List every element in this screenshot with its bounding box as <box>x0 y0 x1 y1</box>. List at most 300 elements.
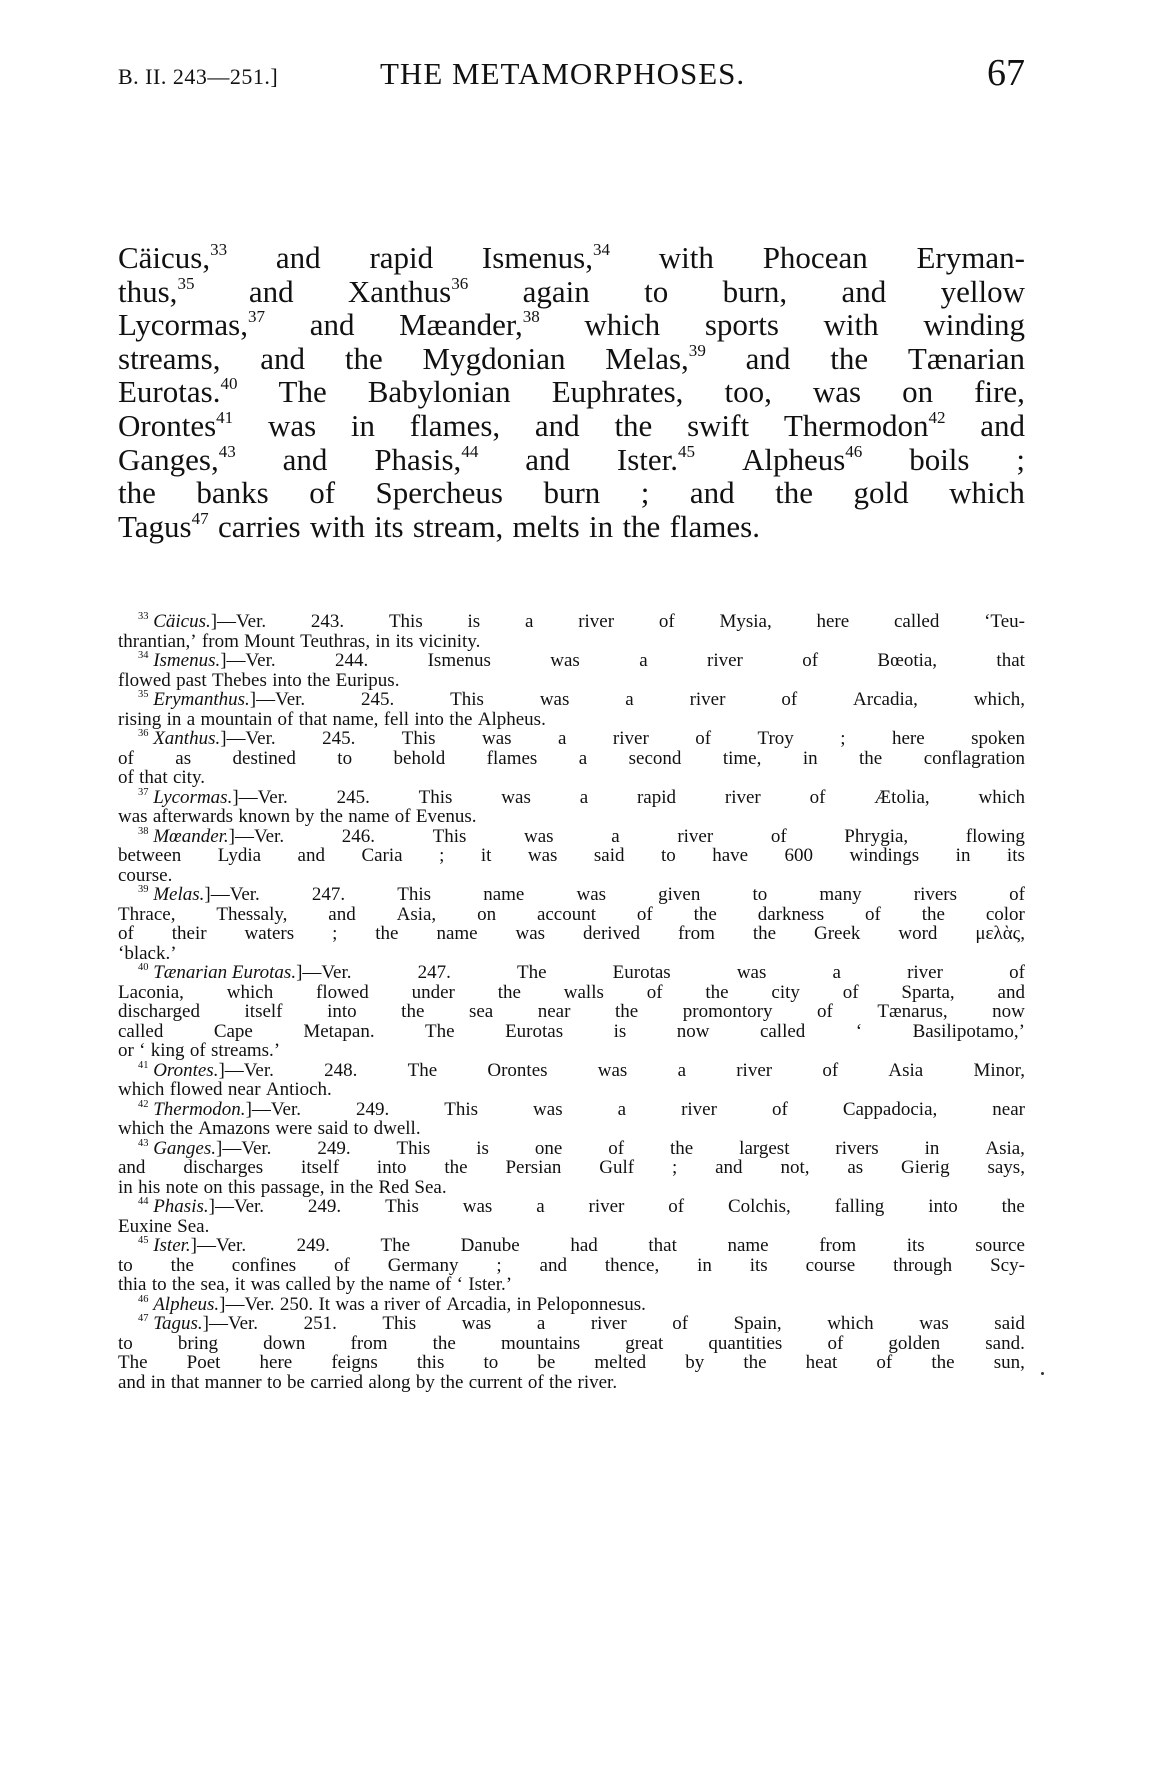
word: which <box>118 1079 165 1100</box>
word: in <box>516 1293 532 1315</box>
footnote-number: 47 <box>138 1313 149 1325</box>
word: was <box>597 1059 628 1081</box>
word: of <box>771 1098 788 1120</box>
word: to <box>266 1371 282 1393</box>
footnote-number: 41 <box>138 1059 149 1071</box>
word: sun, <box>993 1352 1025 1373</box>
word: Tagus$^{47}$ <box>118 508 209 544</box>
word: and <box>980 407 1025 443</box>
word: the <box>360 1274 384 1295</box>
word: Alpheus. <box>477 708 546 730</box>
word: from <box>677 923 715 944</box>
word: ; <box>640 475 650 511</box>
footnote-lead: $^{39}$ Melas.]—Ver. <box>138 884 260 905</box>
word: that <box>996 650 1025 671</box>
footnote-ref: 33 <box>210 240 228 260</box>
word: too, <box>724 374 772 410</box>
word: to <box>660 845 676 866</box>
word: waters <box>244 923 295 944</box>
footnote-ref: 41 <box>216 408 234 428</box>
word: name <box>727 1235 769 1256</box>
word: time, <box>722 747 762 769</box>
word: Thermodon$^{42}$ <box>783 407 946 443</box>
word: flames <box>486 747 538 769</box>
word: of <box>770 825 787 847</box>
footnote-lead: $^{46}$ Alpheus.]—Ver. <box>138 1293 275 1315</box>
scan-speck <box>1041 1372 1044 1375</box>
word: the <box>859 747 883 769</box>
word: yellow <box>940 273 1025 309</box>
word: Mygdonian <box>422 340 566 376</box>
footnote-ref: 42 <box>928 408 946 428</box>
word: of <box>646 981 663 1003</box>
word: burn, <box>722 273 788 309</box>
word: Orontes$^{41}$ <box>118 407 234 443</box>
word: Sparta, <box>901 981 955 1003</box>
footnote-ref: 37 <box>248 307 266 327</box>
word: in <box>924 1137 940 1159</box>
word: and <box>328 903 356 925</box>
word: river <box>383 1293 420 1315</box>
word: of <box>334 1254 350 1276</box>
word: Gierig <box>901 1157 950 1178</box>
word: flames, <box>409 407 501 443</box>
word: afterwards <box>152 806 234 827</box>
word: was <box>576 884 607 905</box>
footnote-number: 44 <box>138 1196 149 1208</box>
footnotes <box>118 612 1025 1392</box>
text-line <box>118 308 1025 342</box>
word: and <box>118 1157 146 1178</box>
word: Gulf <box>599 1157 635 1178</box>
word: into <box>414 708 444 730</box>
word: 244. <box>334 650 369 671</box>
text-line <box>118 342 1025 376</box>
word: was <box>524 825 554 847</box>
word: Arcadia, <box>853 689 918 710</box>
word: the <box>307 669 331 691</box>
word: called <box>118 1020 164 1042</box>
footnote-term: Erymanthus. <box>153 689 250 710</box>
word: is <box>467 611 481 632</box>
word: the <box>344 340 383 376</box>
word: carried <box>310 1371 364 1393</box>
footnote-line <box>118 807 1025 827</box>
footnote-line <box>118 1334 1025 1354</box>
word: Mysia, <box>719 611 772 632</box>
word: the <box>319 806 343 827</box>
word: 245. <box>361 689 395 710</box>
word: of <box>118 747 134 769</box>
word: windings <box>849 845 920 866</box>
word: of <box>118 923 134 944</box>
word: and <box>282 441 328 477</box>
word: discharges <box>183 1157 264 1178</box>
footnote <box>118 885 1025 963</box>
word: was <box>250 1274 281 1295</box>
footnote-line <box>118 690 1025 710</box>
word: This <box>397 884 432 905</box>
word: gold <box>853 475 909 511</box>
word: darkness <box>757 903 825 925</box>
footnote-line <box>118 632 1025 652</box>
word: Bœotia, <box>877 650 938 671</box>
footnote-ref: 38 <box>522 307 540 327</box>
word: from <box>819 1235 857 1256</box>
footnote-line <box>118 788 1025 808</box>
footnote <box>118 690 1025 729</box>
word: Eryman- <box>916 240 1025 275</box>
word: Phocean <box>762 240 868 275</box>
word: the <box>614 407 653 443</box>
word: Basilipotamo,’ <box>912 1020 1025 1042</box>
word: promontory <box>682 1001 773 1022</box>
word: banks <box>196 475 269 511</box>
word: golden <box>888 1332 941 1354</box>
word: Troy <box>757 728 794 749</box>
word: now <box>992 1001 1025 1022</box>
word: mountains <box>500 1332 581 1354</box>
word: melts <box>512 508 580 544</box>
word: Alpheus$^{46}$ <box>741 441 863 477</box>
word: of <box>668 1196 685 1217</box>
word: which <box>226 981 274 1003</box>
footnote-term: Ganges. <box>153 1137 216 1159</box>
footnote-line <box>118 612 1025 632</box>
footnote-term: Ister. <box>153 1235 191 1256</box>
word: The <box>516 962 547 983</box>
footnote-term: Phasis. <box>153 1196 209 1217</box>
word: was <box>267 407 317 443</box>
word: destined <box>232 747 296 769</box>
word: on <box>902 374 934 410</box>
word: Germany <box>387 1254 459 1276</box>
word: This <box>450 689 484 710</box>
word: Ismenus <box>427 650 491 671</box>
word: river <box>707 650 743 671</box>
word: itself <box>301 1157 340 1178</box>
word: Lydia <box>217 845 262 866</box>
word: along <box>368 1371 411 1393</box>
footnote-ref: 34 <box>593 240 611 260</box>
word: boils <box>909 441 970 477</box>
footnote-number: 42 <box>138 1098 149 1110</box>
word: and <box>534 407 580 443</box>
word: streams, <box>118 340 221 376</box>
word: 243. <box>310 611 345 632</box>
footnote <box>118 1139 1025 1198</box>
word: spoken <box>971 728 1025 749</box>
word: flowed <box>169 1079 223 1100</box>
word: The <box>407 1059 438 1081</box>
word: city <box>771 981 800 1003</box>
word: which, <box>973 689 1025 710</box>
word: were <box>275 1118 313 1139</box>
word: in <box>697 1254 712 1276</box>
footnote-line <box>118 710 1025 730</box>
footnote-number: 35 <box>138 689 149 701</box>
word: a <box>370 1293 379 1315</box>
footnote-line <box>118 983 1025 1003</box>
word: largest <box>739 1137 790 1159</box>
word: course. <box>118 864 173 886</box>
word: name, <box>332 708 379 730</box>
word: the <box>670 1137 694 1159</box>
word: This <box>396 1137 431 1159</box>
word: it <box>234 1274 246 1295</box>
footnote-line <box>118 1295 1025 1315</box>
footnote-term: Tagus. <box>153 1313 203 1334</box>
word: that <box>648 1235 677 1256</box>
footnote-term: Lycormas. <box>153 786 233 808</box>
word: ‘ <box>855 1020 863 1042</box>
word: This <box>388 611 423 632</box>
footnote-number: 33 <box>138 611 149 623</box>
word: Spain, <box>733 1313 782 1334</box>
word: this <box>227 1176 256 1198</box>
word: discharged <box>118 1001 200 1022</box>
word: Sea. <box>414 1176 447 1198</box>
footnote-number: 46 <box>138 1293 149 1305</box>
word: be <box>287 1371 305 1393</box>
word: of <box>827 1332 844 1354</box>
word: as <box>175 747 192 769</box>
word: of <box>608 1137 625 1159</box>
word: river <box>588 1196 625 1217</box>
word: vicinity. <box>418 630 481 652</box>
word: near <box>992 1098 1025 1120</box>
word: Metapan. <box>303 1020 375 1042</box>
word: in <box>589 508 614 544</box>
word: of <box>527 1371 544 1393</box>
word: of <box>865 903 881 925</box>
word: Euphrates, <box>551 374 684 410</box>
word: swift <box>687 407 750 443</box>
word: Eurotas.$^{40}$ <box>118 374 238 410</box>
footnote-ref: 46 <box>845 441 863 461</box>
word: ; <box>332 923 338 944</box>
word: was <box>919 1313 949 1334</box>
word: was <box>515 923 546 944</box>
word: on <box>203 1176 223 1198</box>
word: not, <box>780 1157 810 1178</box>
word: itself <box>244 1001 283 1022</box>
word: with <box>309 508 365 544</box>
word: was <box>501 786 531 808</box>
word: Cappadocia, <box>842 1098 938 1120</box>
word: to <box>353 1118 369 1139</box>
word: quantities <box>708 1332 783 1354</box>
footnote-line <box>118 905 1025 925</box>
word: into <box>327 1001 357 1022</box>
footnote <box>118 1061 1025 1100</box>
word: heat <box>805 1352 838 1373</box>
word: Ister.$^{45}$ <box>616 441 696 477</box>
word: Poet <box>186 1352 221 1373</box>
word: Eurotas <box>612 962 671 983</box>
footnote-line <box>118 1022 1025 1042</box>
text-line <box>118 375 1025 409</box>
footnote-lead: $^{45}$ Ister.]—Ver. <box>138 1235 247 1256</box>
word: ; <box>496 1254 502 1276</box>
word: river <box>590 1313 627 1334</box>
footnote-term: Alpheus. <box>153 1293 220 1315</box>
word: in <box>150 1371 166 1393</box>
footnote-line <box>118 768 1025 788</box>
word: Teuthras, <box>300 630 371 652</box>
word: which <box>827 1313 874 1334</box>
word: to <box>118 1332 133 1354</box>
word: now <box>676 1020 710 1042</box>
footnote-ref: 44 <box>461 441 479 461</box>
word: a <box>524 611 534 632</box>
word: Phasis,$^{44}$ <box>374 441 479 477</box>
word: sand. <box>985 1332 1025 1354</box>
footnote-number: 43 <box>138 1137 149 1149</box>
word: rapid <box>636 786 677 808</box>
word: in <box>118 1176 133 1198</box>
word: burn <box>543 475 601 511</box>
word: it <box>480 845 492 866</box>
word: and <box>745 340 791 376</box>
word: rivers <box>913 884 958 905</box>
word: many <box>819 884 862 905</box>
word: of <box>118 767 134 788</box>
word: mountain <box>200 708 273 730</box>
word: ; <box>840 728 846 749</box>
word: the <box>375 923 399 944</box>
word: the <box>170 1254 194 1276</box>
footnote-line <box>118 1119 1025 1139</box>
word: Thessaly, <box>216 903 288 925</box>
word: was <box>335 1293 365 1315</box>
word: a <box>536 1313 546 1334</box>
word: 248. <box>324 1059 358 1081</box>
word: was <box>539 689 570 710</box>
word: was <box>527 845 558 866</box>
word: This <box>432 825 467 847</box>
text-line <box>118 443 1025 477</box>
footnote-line <box>118 944 1025 964</box>
word: Asia, <box>985 1137 1025 1159</box>
word: the <box>548 1371 573 1393</box>
word: past <box>176 669 207 691</box>
word: in <box>375 630 391 652</box>
word: of <box>817 1001 833 1022</box>
word: rivers <box>835 1137 879 1159</box>
footnote-line <box>118 1041 1025 1061</box>
word: Ætolia, <box>874 786 930 808</box>
word: said <box>593 845 625 866</box>
text-line <box>118 476 1025 510</box>
word: and <box>297 845 325 866</box>
footnote-lead: $^{44}$ Phasis.]—Ver. <box>138 1196 265 1217</box>
footnote-number: 38 <box>138 825 149 837</box>
word: a <box>578 747 588 769</box>
word: a <box>639 650 648 671</box>
running-title: THE METAMORPHOSES. <box>380 56 746 91</box>
word: a <box>611 825 620 847</box>
word: as <box>847 1157 864 1178</box>
word: name <box>348 806 390 827</box>
word: a <box>832 962 841 983</box>
text-line <box>118 510 1025 544</box>
word: from <box>350 1332 388 1354</box>
word: and <box>997 981 1025 1003</box>
word: the <box>752 923 777 944</box>
word: and <box>118 1371 146 1393</box>
word: called <box>893 611 940 632</box>
word: flowing <box>965 825 1025 847</box>
word: The <box>278 374 327 410</box>
word: thrantian,’ <box>118 630 197 652</box>
word: to <box>151 1274 167 1295</box>
word: Colchis, <box>728 1196 791 1217</box>
word: This <box>401 728 436 749</box>
word: 250. <box>279 1293 314 1315</box>
footnote-ref: 40 <box>220 374 238 394</box>
word: the <box>921 903 945 925</box>
word: was <box>462 1196 493 1217</box>
footnote-line <box>118 827 1025 847</box>
word: 249. <box>355 1098 390 1120</box>
word: was <box>812 374 862 410</box>
word: 247. <box>311 884 346 905</box>
word: the <box>622 508 661 544</box>
word: 245. <box>336 786 370 808</box>
running-header <box>118 52 1025 96</box>
word: under <box>411 981 455 1003</box>
word: with <box>823 307 879 343</box>
word: the <box>775 475 814 511</box>
word: Danube <box>460 1235 520 1256</box>
word: ; <box>1016 441 1025 477</box>
word: flames. <box>669 508 760 544</box>
word: name <box>436 923 478 944</box>
word: the <box>615 1001 639 1022</box>
footnote-lead: $^{35}$ Erymanthus.]—Ver. <box>138 689 306 710</box>
word: had <box>570 1235 598 1256</box>
word: This <box>418 786 453 808</box>
footnote-line <box>118 963 1025 983</box>
footnote-number: 37 <box>138 786 149 798</box>
text-line <box>118 241 1025 275</box>
word: Ismenus,$^{34}$ <box>481 240 611 275</box>
word: of <box>672 1313 689 1334</box>
word: Ister.’ <box>468 1274 513 1295</box>
word: Mæander,$^{38}$ <box>399 307 540 343</box>
word: walls <box>563 981 604 1003</box>
word: of <box>781 689 798 710</box>
word: a <box>579 786 589 808</box>
footnote-line <box>118 1197 1025 1217</box>
footnote-number: 34 <box>138 650 149 662</box>
word: melted <box>594 1352 647 1373</box>
word: This <box>382 1313 417 1334</box>
footnote-line <box>118 885 1025 905</box>
word: thus,$^{35}$ <box>118 273 195 309</box>
word: Orontes <box>487 1059 548 1081</box>
footnote-term: Xanthus. <box>153 728 221 749</box>
word: and <box>275 240 321 275</box>
word: The <box>380 1235 411 1256</box>
word: into <box>272 669 302 691</box>
footnote-term: Orontes. <box>153 1059 219 1081</box>
word: and <box>715 1157 743 1178</box>
word: sea <box>468 1001 494 1022</box>
word: which <box>978 786 1025 808</box>
main-text <box>118 241 1025 543</box>
